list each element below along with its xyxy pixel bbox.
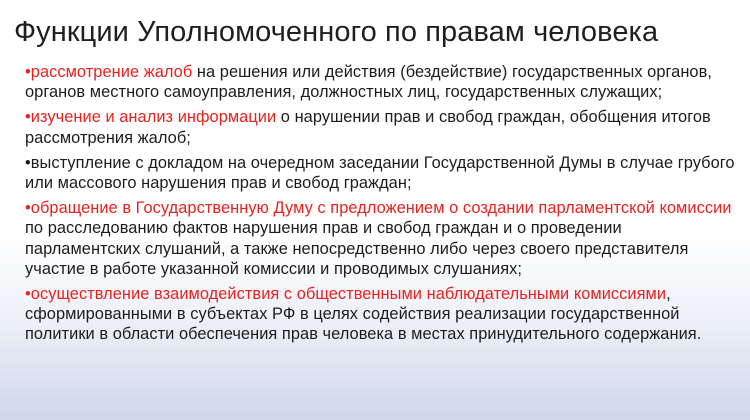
bullet-dot: •: [25, 108, 31, 127]
item-text: на решения или действия (бездействие) государственных органов, органов местного самоуправления, должностных лиц, государственных служащих;: [25, 63, 712, 102]
bullet-dot: •: [25, 153, 31, 172]
item-highlight: рассмотрение жалоб: [30, 63, 193, 81]
list-item-analysis: [25, 107, 735, 147]
list-item-duma-appeal: [25, 198, 735, 279]
bullet-dot: •: [25, 63, 31, 81]
item-highlight: изучение и анализ информации: [30, 108, 277, 127]
bullet-dot: •: [25, 285, 31, 304]
bullet-dot: •: [25, 199, 31, 218]
item-highlight: осуществление взаимодействия с общественными наблюдательными комиссиями: [30, 285, 667, 304]
slide-title: Функции Уполномоченного по правам человека: [14, 16, 659, 48]
item-text: , сформированными в субъектах РФ в целях содействия реализации государственной политики в области обеспечения прав человека в местах принудительного содержания.: [25, 285, 702, 344]
list-item-report: [25, 153, 735, 193]
item-highlight: обращение в Государственную Думу с предложением о создании парламентской комиссии: [30, 199, 732, 218]
item-text: о нарушении прав и свобод граждан, обобщения итогов рассмотрения жалоб;: [25, 108, 711, 147]
item-text: по расследованию фактов нарушения прав и свобод граждан и о проведении парламентских слушаний, а также непосредственно либо через своего представителя участие в работе указанной комиссии и проводимых слушаниях;: [25, 219, 689, 278]
item-text: выступление с докладом на очередном заседании Государственной Думы в случае грубого или массового нарушения прав и свобод граждан;: [25, 153, 735, 193]
list-item-cooperation: [25, 284, 735, 345]
list-item-complaints: [25, 62, 735, 102]
bullet-list: [25, 62, 735, 350]
